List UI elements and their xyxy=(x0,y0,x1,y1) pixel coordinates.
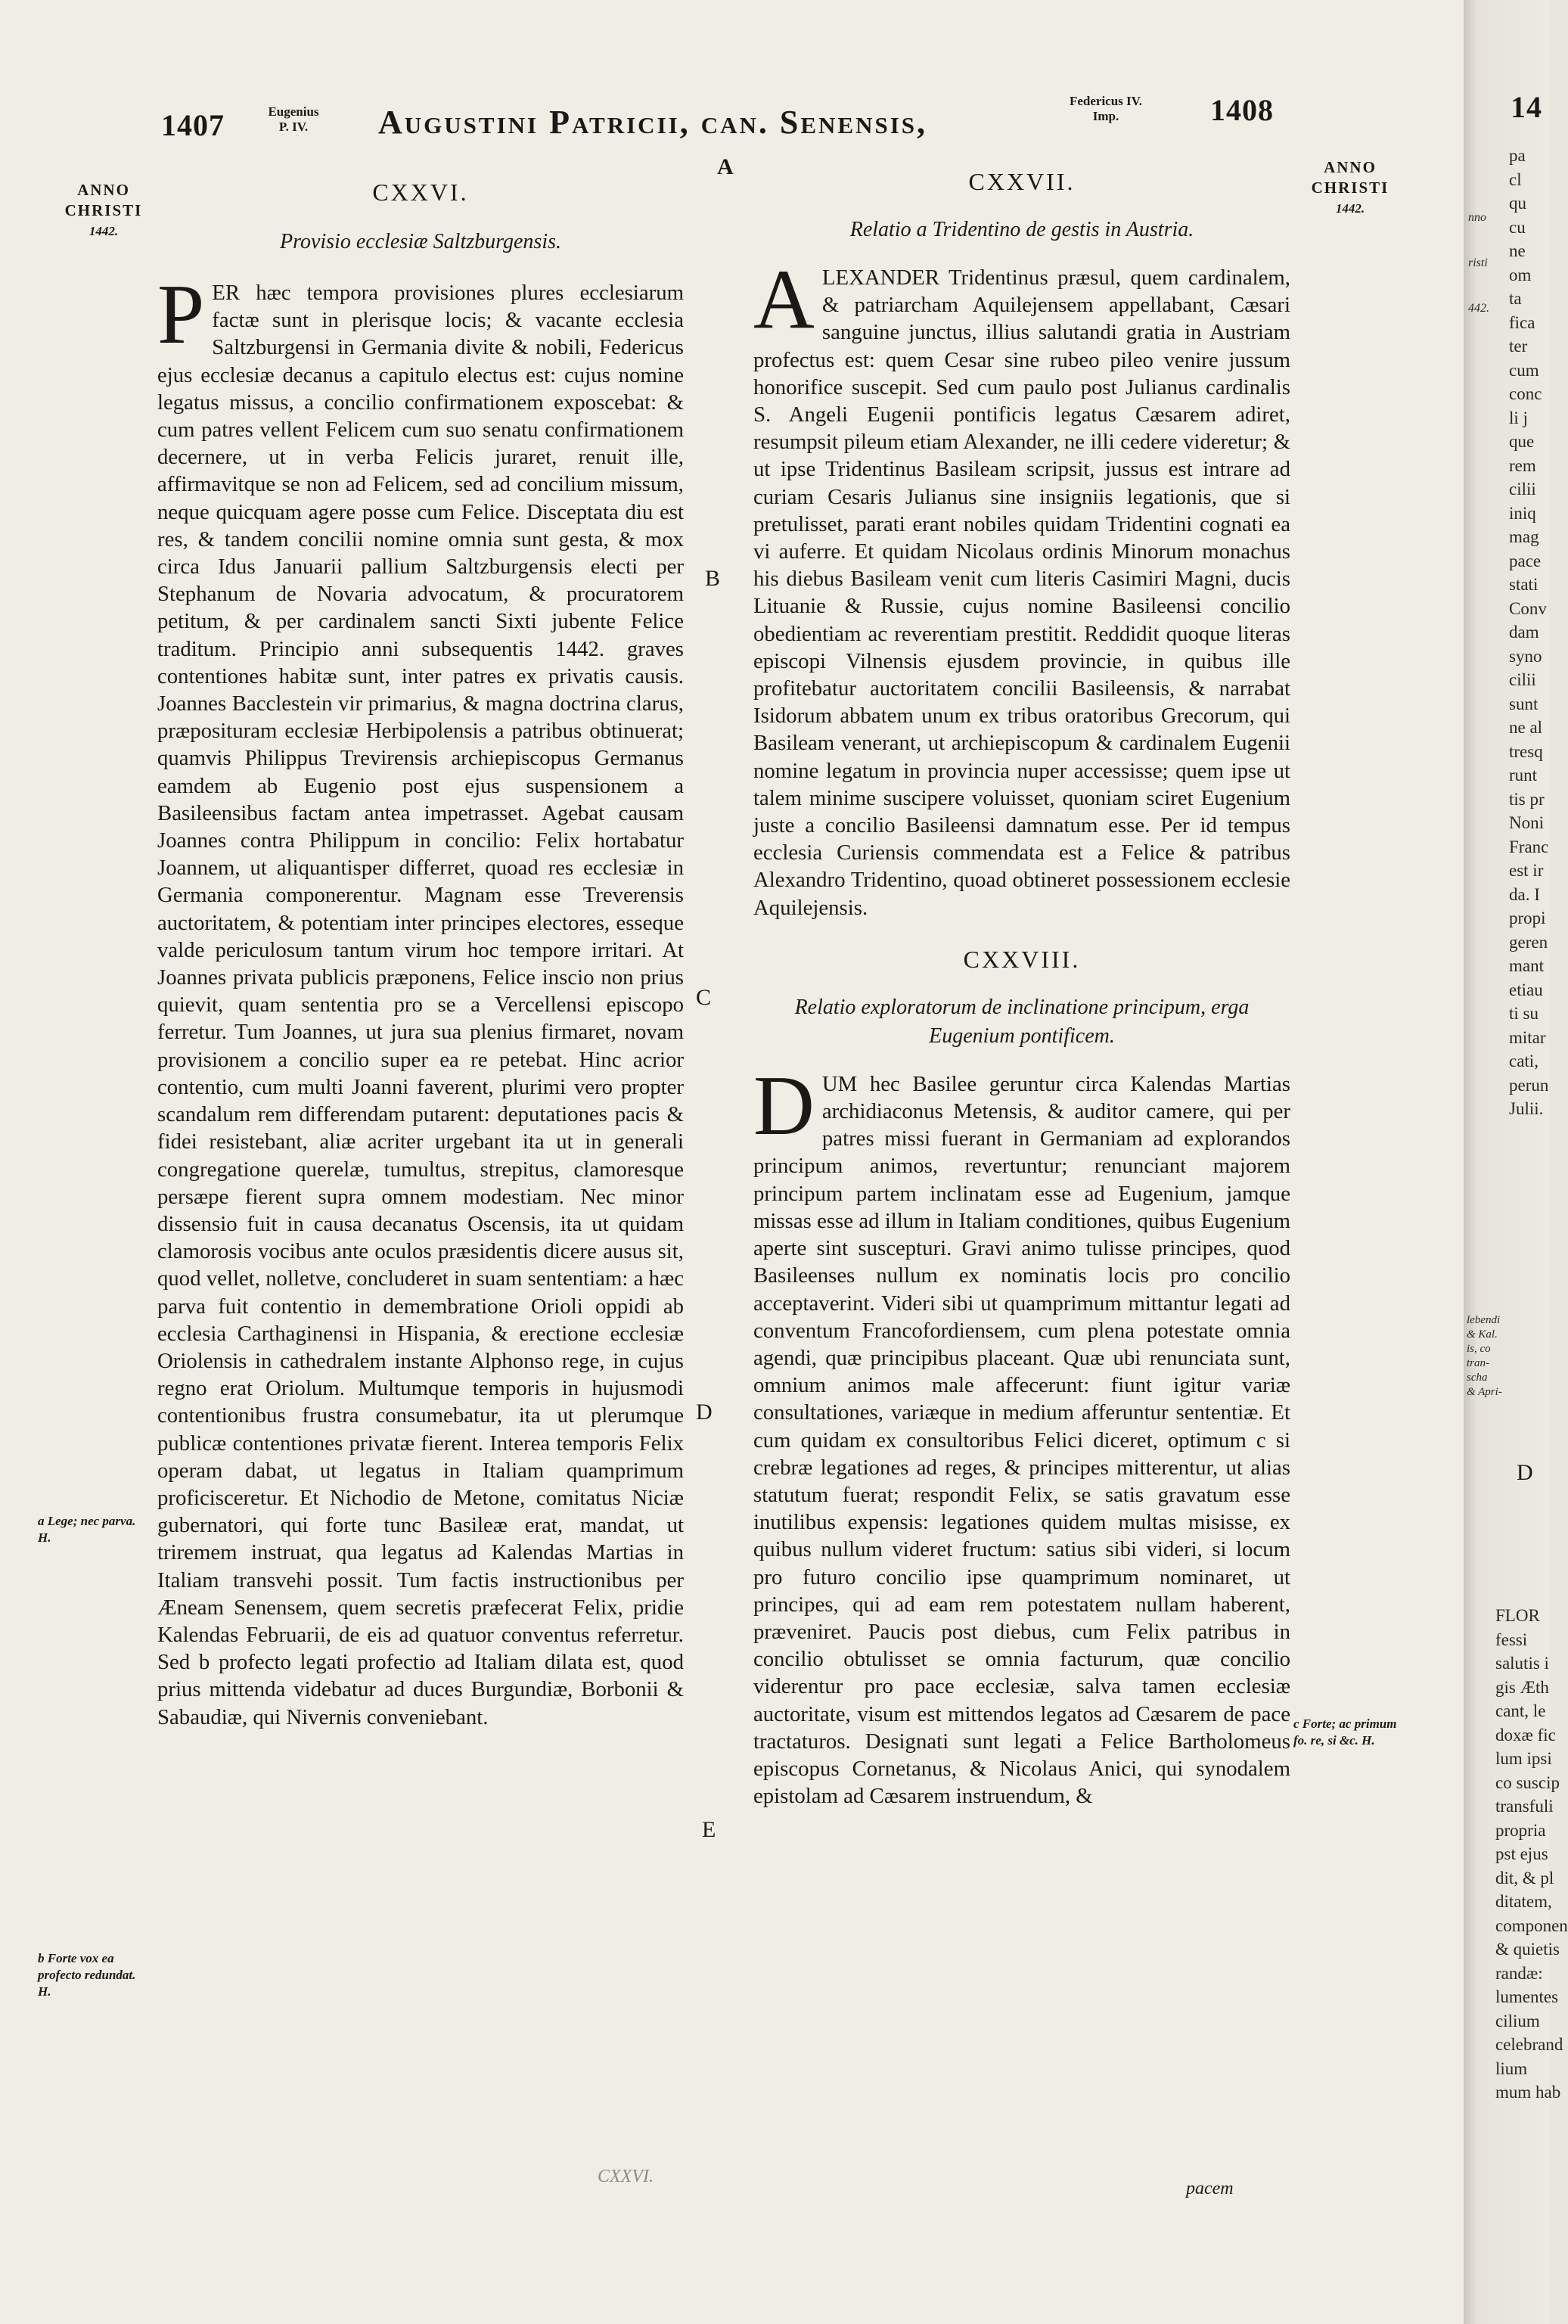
np-notes-line: tran- xyxy=(1467,1357,1489,1369)
np-bottom-line: co suscip xyxy=(1495,1773,1560,1792)
np-bottom-line: lumentes xyxy=(1495,1987,1559,2006)
np-bottom-line: componen xyxy=(1495,1915,1568,1935)
section-title-128: Relatio exploratorum de inclinatione principum, erga Eugenium pontificem. xyxy=(794,995,1250,1048)
np-bottom-line: ditatem, xyxy=(1495,1892,1552,1911)
np-top-line: fica xyxy=(1509,312,1535,332)
np-top-line: que xyxy=(1509,432,1535,451)
np-bottom-line: transfuli xyxy=(1495,1797,1554,1816)
section-letter-e: E xyxy=(702,1817,716,1842)
np-top-line: ti su xyxy=(1509,1004,1539,1023)
np-top-line: cilii xyxy=(1509,480,1536,499)
section-text-127: ALEXANDER Tridentinus præsul, quem cardinalem, & patriarcham Aquilejensem appellabant, Cæsari sanguine junctus, illius salutandi gratia in Austriam profectus est: quem Cesar sine rubeo pileo venire jussum honorifice suscepit. Sed cum paulo post Julianus cardinalis S. Angeli Eugenii pontificis legatus Cæsarem adiret, resumpsit pileum etiam Alexander, ne illi cedere videretur; & ut ipse Tridentinus Basileam scripsit, jussus est intrare ad curiam Cesaris Julianus sine insigniis legationis, que si pretulisset, parati erant nobiles quidam Tridentini cognati ea vi auferre. Et quidam Nicolaus ordinis Minorum monachus his diebus Basileam venit cum literis Casimiri Magni, ducis Lituanie & Russie, cujus nomine Basileensi concilio obedientiam ac reverentiam prestitit. Reddidit quoque literas episcopi Vilnensis ejusdem provincie, in quibus ille profitebatur auctoritatem concilii Basileensis, & narrabat Isidorum abbatem unum ex tribus oratoribus Grecorum, qui Basileam venerant, ut archiepiscopum & cardinalem Eugenii nomine legatum in provincia nuper accessisse; quem ipse ut talem minime suscipere voluisset, quoniam sciret Eugenium juste a concilio Basileensi damnatum esse. Per id tempus ecclesia Curiensis commendata est a Felice & patribus Alexandro Tridentino, quoad obtineret possessionem ecclesie Aquilejensis. xyxy=(753,253,1290,920)
right-catchword: pacem xyxy=(1186,2179,1234,2198)
np-notes-line: is, co xyxy=(1467,1343,1491,1355)
np-top-line: mitar xyxy=(1509,1027,1546,1047)
section-letter-c: C xyxy=(696,985,712,1010)
np-top-line: syno xyxy=(1509,646,1542,666)
np-bottom-line: & quietis xyxy=(1495,1940,1560,1959)
np-top-line: cl xyxy=(1509,169,1522,189)
running-title: Augustini Patricii, can. Senensis, xyxy=(378,104,928,141)
np-top-line: li j xyxy=(1509,408,1528,427)
np-top-line: tis pr xyxy=(1509,789,1545,809)
np-top-line: pace xyxy=(1509,551,1542,570)
np-top-line: geren xyxy=(1509,932,1548,952)
section-text-126: PER hæc tempora provisiones plures ecclesiarum factæ sunt in plerisque locis; & vacante ecclesia Saltzburgensi in Germania divite & nobili, Federicus ejus ecclesiæ decanus a capitulo electus est: cujus nomine legatus missus, a concilio confirmationem exposcebat: & cum patres vellent Felicem cum suo senatu confirmationem decernere, ut in verba Felicis juraret, renuit ille, affirmavitque se non ad Felicem, sed ad concilium missum, neque quicquam agere posse cum Felice. Disceptata diu est res, & tandem concilii nomine omnia sunt gesta, & mox circa Idus Januarii pallium Saltzburgensis electi per Stephanum de Novaria advocatum, & procuratorem petitum, & per cardinalem sancti Sixti jubente Felice traditum. Principio anni subsequentis 1442. graves contentiones habitæ sunt, inter patres ex privatis causis. Joannes Bacclestein vir primarius, & magna doctrina clarus, præposituram ecclesiæ Herbipolensis a patribus obtinuerat; quamvis Philippus Trevirensis archiepiscopus Germanus eamdem ab Eugenio post ejus suspensionem a Basileensibus factam antea impetrasset. Agebat causam Joannes contra Philippum in concilio: Felix hortabatur Joannem, ut aliquantisper differret, quoad res ecclesiæ in Germania componerentur. Magnam esse Treverensis auctoritatem, & potentiam inter principes electores, esseque valde periculosum tantum virum hoc tempore irritari. At Joannes privata publicis præponens, Felice inscio non prius quievit, quam sententia pro se a Vercellensi episcopo ferretur. Tum Joannes, ut jura sua plenius firmaret, novam provisionem a concilio super ea re petebat. Hinc acrior contentio, cum multi Joanni faverent, plurimi vero propter scandalum rem differendam putarent: deputationes pacis & fidei resistebant, aliæ acriter urgebant ita ut in generali congregatione querelæ, tumultus, strepitus, clamoresque persæpe fierent supra omnem modestiam. Nec minor dissensio fuit in causa decanatus Oscensis, ita ut quidam clamorosis vocibus ante oculos præsidentis dicere ausus sit, quod vellet, nolletve, concluderet in suam sententiam: a hæc parva fuit contentio in demembratione Orioli oppidi ab ecclesia Carthaginensi in Hispania, & erectione ecclesiæ Oriolensis in cathedralem instante Alphonso rege, in cujus regno erat Oriolum. Multumque temporis in hujusmodi contentionibus frustra consumebatur, ita ut plerumque publicæ contentiones privatæ fierent. Interea temporis Felix operam dabat, ut legatus in Italiam quamprimum proficisceretur. Et Nichodio de Metone, comitatus Niciæ gubernatori, qui forte tunc Basileæ erat, mandat, ut triremem instruat, qua legatus ad Kalendas Martias in Italiam transvehi possit. Tum factis instructionibus per Æneam Senensem, quem secretis præfecerat Felix, pridie Kalendas Februarii, de eis ad quatuor conventus referretur. Sed b profecto legati profectio ad Italiam dilata est, quod prius mittenda videbatur ad duces Burgundiæ, Borbonii & Sabaudiæ, qui Nivernis conveniebant. xyxy=(157,268,684,1729)
np-top-line: tresq xyxy=(1509,741,1543,761)
np-top-line: est ir xyxy=(1509,861,1544,880)
np-bottom-line: lium xyxy=(1495,2058,1528,2078)
next-page-year-note: nno risti 442. xyxy=(1468,211,1489,315)
np-bottom-line: pst ejus xyxy=(1495,1844,1548,1863)
np-top-line: om xyxy=(1509,265,1532,284)
section-letter-d: D xyxy=(696,1400,713,1425)
np-top-line: pa xyxy=(1509,146,1526,165)
next-page-edge xyxy=(1464,0,1568,2324)
np-bottom-line: doxæ fic xyxy=(1495,1725,1556,1745)
np-top-line: mant xyxy=(1509,956,1544,975)
np-bottom-line: cilium xyxy=(1495,2011,1540,2030)
footnote-b: b Forte vox ea profecto redundat. H. xyxy=(38,1951,136,1999)
next-page-number: 14 xyxy=(1511,90,1542,124)
np-top-line: cu xyxy=(1509,217,1526,237)
np-top-line: cilii xyxy=(1509,670,1536,689)
np-top-line: stati xyxy=(1509,575,1539,594)
np-bottom-line: FLOR xyxy=(1495,1606,1540,1625)
np-top-line: ta xyxy=(1509,289,1522,308)
np-top-line: dam xyxy=(1509,623,1539,642)
np-bottom-line: propria xyxy=(1495,1820,1546,1840)
right-page-number: 1408 xyxy=(1210,93,1274,127)
np-bottom-line: mum hab xyxy=(1495,2083,1561,2102)
np-top-line: mag xyxy=(1509,527,1539,546)
next-page-top-fragment xyxy=(1509,144,1548,1121)
left-catchword: CXXVI. xyxy=(598,2167,654,2186)
footnote-a: a Lege; nec parva. H. xyxy=(38,1514,136,1545)
left-page-number: 1407 xyxy=(161,108,225,142)
np-top-line: runt xyxy=(1509,766,1538,785)
np-top-line: qu xyxy=(1509,194,1526,213)
section-number-127: CXXVII. xyxy=(968,168,1076,195)
left-column xyxy=(157,179,684,1731)
next-page-bottom-fragment xyxy=(1495,1604,1568,2105)
np-top-line: etiau xyxy=(1509,980,1543,999)
np-top-line: ne al xyxy=(1509,718,1543,737)
np-bottom-line: salutis i xyxy=(1495,1654,1549,1673)
np-bottom-line: fessi xyxy=(1495,1630,1528,1649)
right-column xyxy=(753,168,1290,1810)
np-top-line: Julii. xyxy=(1509,1099,1544,1118)
section-text-128: DUM hec Basilee geruntur circa Kalendas Martias archidiaconus Metensis, & auditor camere, qui per patres missi fuerant in Germaniam ad explorandos principum animos, revertuntur; renunciant majorem principum partem inclinatam esse ad Eugenium, jamque missas esse ad illum in Italiam conditiones, quibus Eugenium aperte sint suscepturi. Gravi animo tulisse principes, quod Basileenses nullum ex nominatis locis pro concilio acceptaverint. Videri sibi ut quamprimum mittantur legati ad conventum Francofordiensem, cum plena potestate omnia agendi, quæ principibus placeant. Quæ ubi renunciata sunt, omnium animos male affecerunt: fiunt igitur variæ consultationes, variæque in medium afferuntur sententiæ. Et cum quidam ex consultoribus Felici diceret, optimum c si crebræ legationes ad reges, & principes mitterentur, ut alias statutum fuerat; respondit Felix, se satis gravatum esse inutilibus expensis: legationes quidem multas misisse, ex quibus nullum videret fructum: satius sibi videri, si locum pro futuro concilio ipse quamprimum nominaret, ut principes, qui ad eam rem potestatem nullam haberent, præveniret. Paucis post diebus, cum Felix patribus in concilio obtulisset se omnia facturum, quæ concilio viderentur pro pace ecclesiæ, salva tamen ecclesiæ auctoritate, visum est mittendos legatos ad Cæsarem de pace tractaturos. Designati sunt legati a Felice Bartholomeus episcopus Cornetanus, & Nicolaus Anici, qui synodalem epistolam ad Cæsarem instruendum, & xyxy=(753,1058,1290,1809)
section-letter-b: B xyxy=(705,566,721,591)
np-top-line: cati, xyxy=(1509,1052,1539,1070)
np-top-line: propi xyxy=(1509,909,1546,927)
np-top-line: rem xyxy=(1509,455,1536,475)
np-top-line: ne xyxy=(1509,241,1526,260)
next-page-section-letter: D xyxy=(1517,1460,1533,1485)
np-bottom-line: gis Æth xyxy=(1495,1677,1549,1697)
footnote-c: c Forte; ac primum fo. re, si &c. H. xyxy=(1293,1717,1397,1748)
np-top-line: Noni xyxy=(1509,813,1544,832)
next-page-margin-note xyxy=(1467,1313,1502,1400)
np-top-line: Conv xyxy=(1509,598,1547,618)
np-bottom-line: dit, & pl xyxy=(1495,1868,1554,1887)
np-top-line: conc xyxy=(1509,384,1542,403)
section-number-126: CXXVI. xyxy=(372,179,469,206)
np-top-line: Franc xyxy=(1509,837,1549,856)
section-title-126: Provisio ecclesiæ Saltzburgensis. xyxy=(280,230,561,253)
np-top-line: perun xyxy=(1509,1075,1549,1095)
np-notes-line: & Kal. xyxy=(1467,1328,1498,1341)
np-top-line: sunt xyxy=(1509,694,1539,713)
np-notes-line: lebendi xyxy=(1467,1314,1501,1326)
running-header xyxy=(0,0,1464,179)
np-top-line: ter xyxy=(1509,337,1528,356)
section-number-128: CXXVIII. xyxy=(963,945,1081,973)
np-top-line: da. I xyxy=(1509,884,1540,904)
right-year-note: ANNO CHRISTI 1442. xyxy=(1311,158,1389,216)
np-notes-line: scha xyxy=(1467,1372,1488,1384)
np-notes-line: & Apri- xyxy=(1467,1386,1502,1398)
emperor-reference: Federicus IV. Imp. xyxy=(1069,94,1142,123)
pope-reference: Eugenius P. IV. xyxy=(268,104,319,134)
np-bottom-line: randæ: xyxy=(1495,1963,1543,1983)
np-bottom-line: cant, le xyxy=(1495,1701,1546,1720)
np-top-line: iniq xyxy=(1509,503,1536,523)
section-marker-a: A xyxy=(717,154,734,179)
np-bottom-line: celebrand xyxy=(1495,2035,1563,2054)
section-title-127: Relatio a Tridentino de gestis in Austria. xyxy=(849,218,1194,241)
left-year-note: ANNO CHRISTI 1442. xyxy=(64,181,143,238)
np-bottom-line: lum ipsi xyxy=(1495,1749,1552,1768)
np-top-line: cum xyxy=(1509,360,1539,380)
